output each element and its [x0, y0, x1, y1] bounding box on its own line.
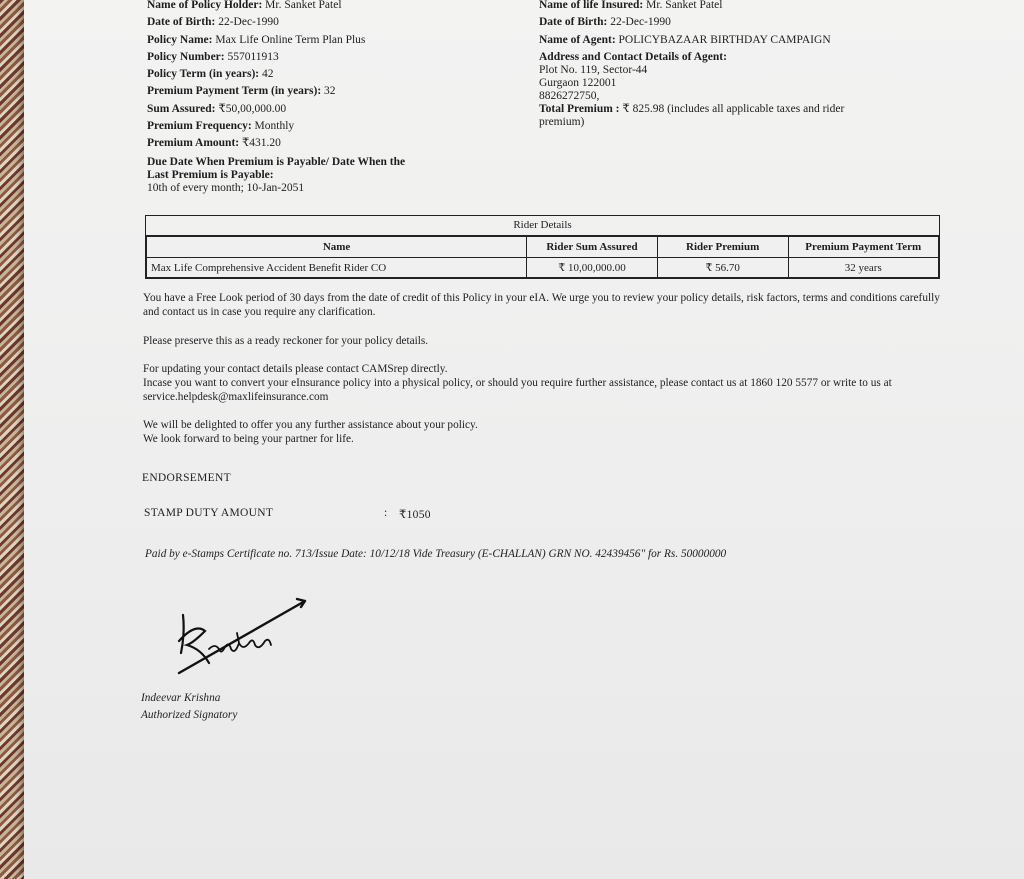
policy-holder-details: [147, 0, 467, 195]
rider-table-caption: Rider Details: [146, 216, 939, 236]
signatory-block: [141, 690, 237, 724]
field-premium-payment-term: Premium Payment Term (in years): 32: [147, 85, 336, 98]
update-line-1: For updating your contact details please contact CAMSrep directly.: [143, 363, 448, 375]
field-policy-number: Policy Number: 557011913: [147, 50, 279, 63]
delight-line-1: We will be delighted to offer you any further assistance about your policy.: [143, 419, 478, 431]
delight-line-2: We look forward to being your partner for life.: [143, 433, 354, 445]
agent-address-line: Plot No. 119, Sector-44: [539, 63, 648, 76]
agent-address-line: Gurgaon 122001: [539, 76, 617, 89]
field-due-date-label: Due Date When Premium is Payable/ Date When the Last Premium is Payable:: [147, 155, 406, 181]
signatory-title: Authorized Signatory: [141, 709, 238, 721]
rider-header-name: Name: [147, 237, 527, 258]
table-row: [147, 258, 939, 278]
insured-details: [539, 0, 899, 129]
rider-cell-payment-term: 32 years: [788, 258, 939, 278]
field-life-insured: Name of life Insured: Mr. Sanket Patel: [539, 0, 723, 11]
field-total-premium: Total Premium : ₹ 825.98 (includes all applicable taxes and rider premium): [539, 102, 845, 128]
endorsement-heading: ENDORSEMENT: [142, 472, 231, 484]
field-policy-term: Policy Term (in years): 42: [147, 68, 274, 81]
update-line-2: Incase you want to convert your eInsurance policy into a physical policy, or should you require further assistance, please contact us at 1860 120 5577 or write to us at service.helpdesk@maxlifeinsurance.com: [143, 377, 892, 403]
update-contact-paragraph: [143, 362, 943, 404]
preserve-paragraph: Please preserve this as a ready reckoner for your policy details.: [143, 335, 429, 347]
field-premium-frequency: Premium Frequency: Monthly: [147, 120, 295, 133]
field-sum-assured: Sum Assured: ₹50,00,000.00: [147, 102, 287, 115]
field-due-date-value: 10th of every month; 10-Jan-2051: [147, 181, 305, 194]
field-agent-address-label: Address and Contact Details of Agent:: [539, 50, 727, 63]
stamp-duty-row: [144, 507, 431, 521]
rider-header-payment-term: Premium Payment Term: [788, 237, 939, 258]
estamp-note: Paid by e-Stamps Certificate no. 713/Issue Date: 10/12/18 Vide Treasury (E-CHALLAN) GRN NO. 42439456" for Rs. 50000000: [145, 548, 727, 560]
rider-details-table: [145, 215, 940, 279]
stamp-duty-colon: :: [384, 507, 388, 519]
field-premium-amount: Premium Amount: ₹431.20: [147, 137, 281, 150]
free-look-paragraph: You have a Free Look period of 30 days from the date of credit of this Policy in your eIA. We urge you to review your policy details, risk factors, terms and conditions carefully and contact us in case you require any clarification.: [143, 292, 940, 318]
rider-header-sum-assured: Rider Sum Assured: [527, 237, 658, 258]
rider-cell-name: Max Life Comprehensive Accident Benefit Rider CO: [147, 258, 527, 278]
rider-cell-sum-assured: ₹ 10,00,000.00: [527, 258, 658, 278]
signatory-name: Indeevar Krishna: [141, 692, 221, 704]
rider-cell-premium: ₹ 56.70: [657, 258, 788, 278]
rider-header-premium: Rider Premium: [657, 237, 788, 258]
stamp-duty-label: STAMP DUTY AMOUNT: [144, 507, 274, 519]
signature-image: [165, 593, 315, 683]
field-policy-holder: Name of Policy Holder: Mr. Sanket Patel: [147, 0, 342, 11]
stamp-duty-amount: ₹1050: [399, 509, 431, 521]
rider-table-header: [147, 237, 939, 258]
field-policy-name: Policy Name: Max Life Online Term Plan Plus: [147, 33, 366, 46]
field-dob: Date of Birth: 22-Dec-1990: [147, 16, 279, 29]
assistance-paragraph: [143, 418, 943, 446]
field-agent-name: Name of Agent: POLICYBAZAAR BIRTHDAY CAMPAIGN: [539, 33, 831, 46]
field-insured-dob: Date of Birth: 22-Dec-1990: [539, 16, 671, 29]
agent-address-line: 8826272750,: [539, 89, 600, 102]
